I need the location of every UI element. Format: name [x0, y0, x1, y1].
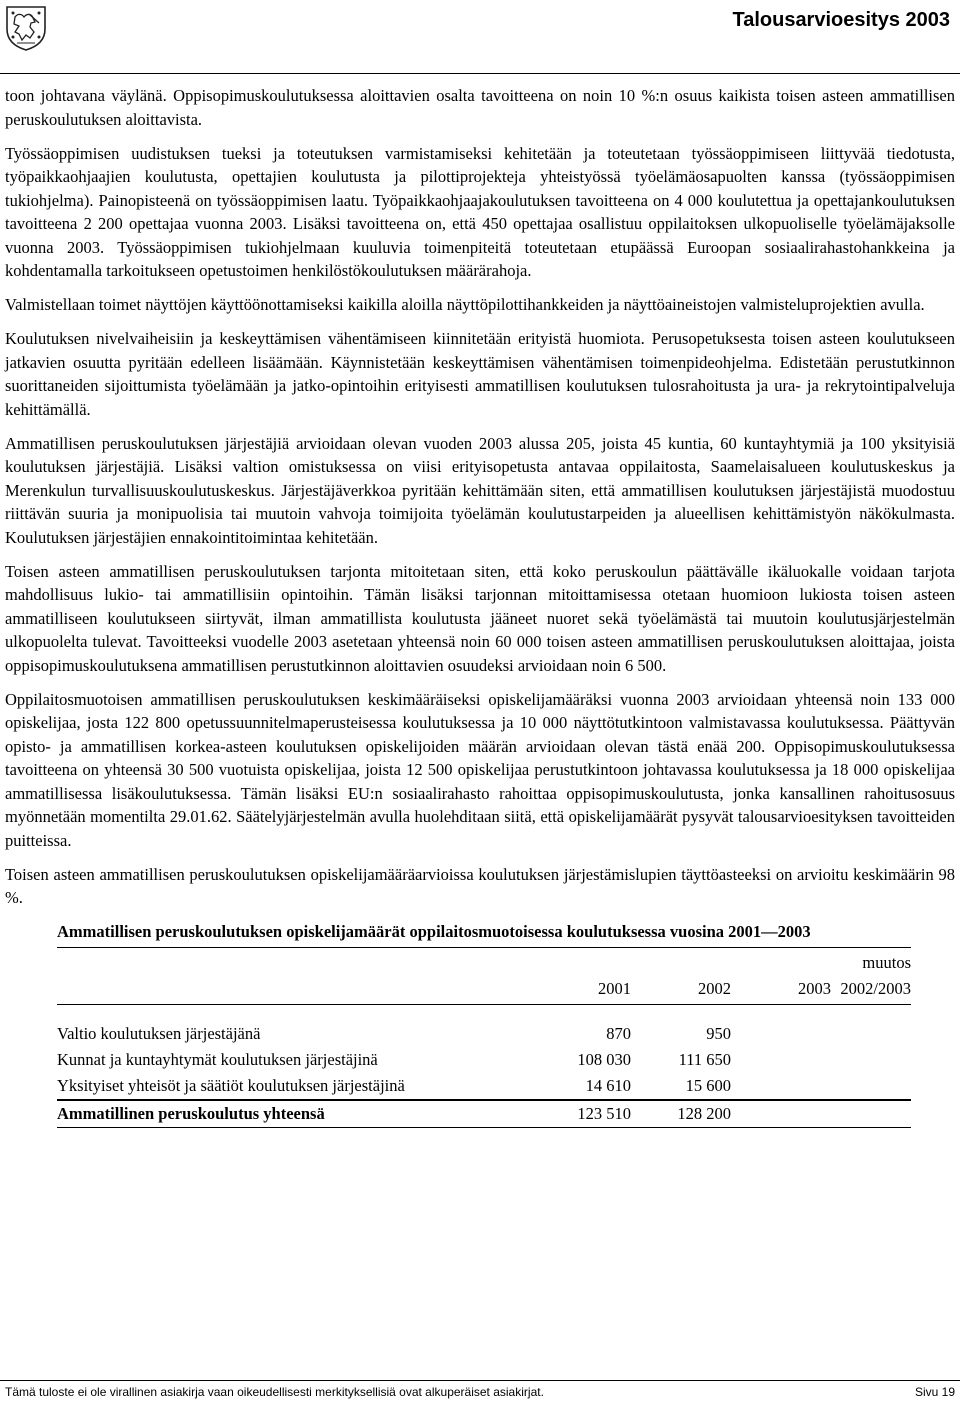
- paragraph: Työssäoppimisen uudistuksen tueksi ja toteutuksen varmistamiseksi kehitetään ja toteutetaan työssäoppimiseen liittyvää tiedotusta, työpaikkaohjaajien koulutusta, opettajien koulutusta ja pilottiprojekteja yhteistyössä työelämäosapuolten kanssa (työssäoppimisen tukiohjelma). Painopisteenä on työssäoppimisen laatu. Työpaikkaohjaajakoulutuksen tavoitteena on 4 000 koulutettua ja opettajankoulutuksen tavoitteena 2 200 opettajaa vuonna 2003. Lisäksi tavoitteena on, että 450 opettajaa osallistuu oppilaitoksen ulkopuoliselle työelämäjaksolle vuonna 2003. Työssäoppimisen tukiohjelmaan kuuluvia toimenpiteitä toteutetaan etupäässä Euroopan sosiaalirahastohankkeina ja kohdentamalla tarkoitukseen opetustoimen henkilöstökoulutuksen määrärahoja.: [5, 143, 955, 280]
- cell-2002: 15 600: [685, 1075, 731, 1095]
- coat-of-arms-icon: [4, 4, 48, 52]
- table-row: [57, 1004, 911, 1047]
- total-2001: 123 510: [521, 1100, 631, 1128]
- column-header-2001: 2001: [521, 976, 631, 1005]
- paragraph: Oppilaitosmuotoisen ammatillisen peruskoulutuksen keskimääräiseksi opiskelijamääräksi vuonna 2003 arvioidaan yhteensä noin 133 000 opiskelijaa, josta 122 800 opetussuunnitelmaperusteisessa koulutuksessa ja 10 000 näyttötutkintoon valmistavassa koulutuksessa. Päättyvän opisto- ja ammatillisen korkea-asteen koulutuksen opiskelijoiden määrän arvioidaan olevan tästä enää 200. Oppisopimuskoulutuksessa tavoitteena on yhteensä 30 500 vuotuista opiskelijaa, joista 12 500 opiskelijaa perustutkintoon johtavassa koulutuksessa ja 18 000 opiskelijaa ammatillisessa lisäkoulutuksessa. Tämän lisäksi EU:n sosiaalirahasto rahoittaa oppisopimuskoulutusta, jonka kansallinen rahoitusosuus myönnetään momentilta 29.01.62. Säätelyjärjestelmän avulla huolehditaan siitä, että opiskelijamäärät pysyvät talousarvioesityksen tavoitteiden puitteissa.: [5, 689, 955, 850]
- row-label: Kunnat ja kuntayhtymät koulutuksen järjestäjinä: [57, 1049, 378, 1069]
- column-header-2003: 2003: [731, 976, 831, 1005]
- document-body: [5, 84, 955, 1128]
- cell-change: [831, 1004, 911, 1047]
- row-label: Valtio koulutuksen järjestäjänä: [57, 1023, 261, 1043]
- cell-change: [831, 1073, 911, 1100]
- student-numbers-table-block: [57, 920, 911, 1128]
- cell-2003: [731, 1047, 831, 1073]
- document-header-title: Talousarvioesitys 2003: [732, 9, 950, 31]
- table-title: Ammatillisen peruskoulutuksen opiskelijamäärät oppilaitosmuotoisessa koulutuksessa vuosina 2001—2003: [57, 920, 911, 948]
- total-2002: 128 200: [631, 1100, 731, 1128]
- row-label: Yksityiset yhteisöt ja säätiöt koulutuksen järjestäjinä: [57, 1075, 405, 1095]
- header-divider: [0, 73, 960, 74]
- total-2003: [731, 1100, 831, 1128]
- cell-2003: [731, 1004, 831, 1047]
- column-header-muutos: muutos: [862, 952, 911, 972]
- footer-disclaimer: Tämä tuloste ei ole virallinen asiakirja vaan oikeudellisesti merkityksellisiä ovat alkuperäiset asiakirjat.: [5, 1385, 544, 1399]
- paragraph: Toisen asteen ammatillisen peruskoulutuksen tarjonta mitoitetaan siten, että koko peruskoulun päättävälle ikäluokalle voidaan tarjota mahdollisuus lukio- tai ammatillisiin opintoihin. Tämän lisäksi tarjonnan mitoittamisessa otetaan huomioon lukiosta toisen asteen ammatilliseen koulutukseen siirtyvät, ilman ammatillista koulutusta jääneet nuoret sekä työelämästä tai muutoin koulutusjärjestelmän ulkopuolelta tulevat. Tavoitteeksi vuodelle 2003 asetetaan yhteensä noin 60 000 toisen asteen ammatillisen peruskoulutuksen aloittajaa, joista oppisopimuskoulutuksena ammatillisen perustutkinnon aloittavien osuudeksi arvioidaan noin 6 500.: [5, 561, 955, 675]
- cell-2002: 111 650: [678, 1049, 731, 1069]
- footer-divider: [0, 1380, 960, 1381]
- cell-2003: [731, 1073, 831, 1100]
- column-header-label: [57, 976, 521, 1005]
- table-row: [57, 1047, 911, 1073]
- page-number: Sivu 19: [914, 1385, 955, 1399]
- cell-2002: 950: [706, 1023, 731, 1043]
- cell-2001: 108 030: [577, 1049, 631, 1069]
- column-header-change: 2002/2003: [831, 976, 911, 1005]
- student-numbers-table: [57, 948, 911, 1128]
- table-row: [57, 1073, 911, 1100]
- paragraph: Koulutuksen nivelvaiheisiin ja keskeyttämisen vähentämiseen kiinnitetään erityistä huomiota. Perusopetuksesta toisen asteen koulutukseen jatkavien osuutta pyritään edelleen lisäämään. Käynnistetään keskeyttämisen vähentämisen toimenpideohjelma. Edistetään perustutkinnon suorittaneiden sijoittumista työelämään ja jatko-opintoihin erityisesti ammatillisen koulutuksen tulosrahoitusta ja ura- ja rekrytointipalveluja kehittämällä.: [5, 329, 955, 419]
- table-header-row: [57, 948, 911, 976]
- table-total-row: [57, 1100, 911, 1128]
- paragraph: Ammatillisen peruskoulutuksen järjestäjiä arvioidaan olevan vuoden 2003 alussa 205, joista 45 kuntia, 60 kuntayhtymiä ja 100 yksityisiä koulutuksen järjestäjiä. Lisäksi valtion omistuksessa on viisi erityisopetusta antavaa oppilaitosta, Saamelaisalueen koulutuskeskus ja Merenkulun turvallisuuskoulutuskeskus. Järjestäjäverkkoa pyritään kehittämään siten, että ammatillisen koulutuksen järjestäjistä muodostuu riittävän suuria ja monipuolisia tai muutoin vahvoja toimijoita työelämän koulutustarpeiden ja alueellisen kehittämistyön näkökulmasta. Koulutuksen järjestäjien ennakointitoimintaa kehitetään.: [5, 433, 955, 547]
- total-label: Ammatillinen peruskoulutus yhteensä: [57, 1100, 521, 1128]
- column-header-2002: 2002: [631, 976, 731, 1005]
- paragraph: Toisen asteen ammatillisen peruskoulutuksen opiskelijamääräarvioissa koulutuksen järjestämislupien täyttöasteeksi on arvioitu keskimäärin 98 %.: [5, 864, 955, 907]
- paragraph: toon johtavana väylänä. Oppisopimuskoulutuksessa aloittavien osalta tavoitteena on noin 10 %:n osuus kaikista toisen asteen ammatillisen peruskoulutuksen aloittavista.: [5, 86, 955, 129]
- cell-2001: 870: [606, 1023, 631, 1043]
- cell-change: [831, 1047, 911, 1073]
- total-change: [831, 1100, 911, 1128]
- table-header-row: [57, 976, 911, 1005]
- cell-2001: 14 610: [585, 1075, 631, 1095]
- paragraph: Valmistellaan toimet näyttöjen käyttöönottamiseksi kaikilla aloilla näyttöpilottihankkeiden ja näyttöaineistojen valmisteluprojektien avulla.: [5, 295, 925, 314]
